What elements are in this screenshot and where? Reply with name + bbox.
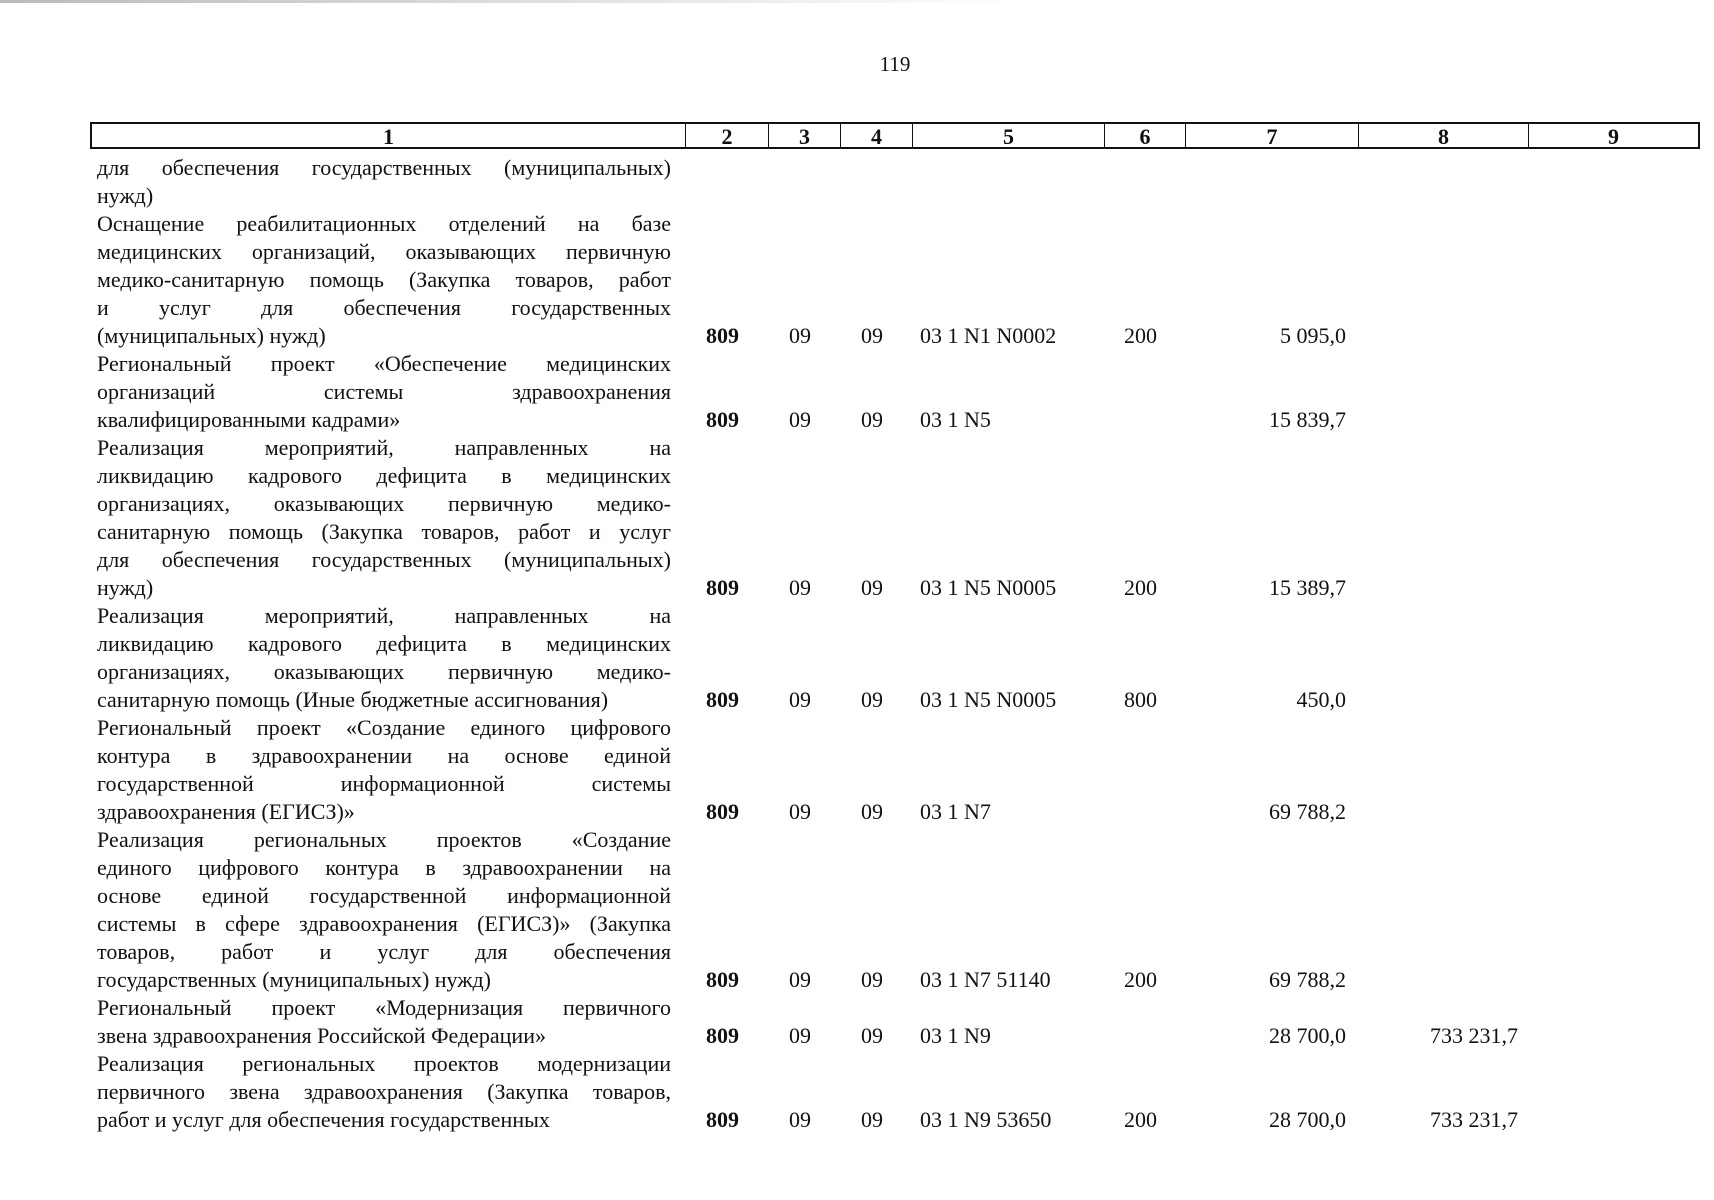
cell-col-3: 09 [789,687,811,712]
description-line: для обеспечения государственных (муниципальных) [97,155,671,180]
description-line: организациях, оказывающих первичную медико- [97,659,671,684]
cell-col-5: 03 1 N9 [920,1023,991,1048]
cell-col-7: 69 788,2 [1269,967,1346,992]
cell-col-3: 09 [789,407,811,432]
cell-col-8: 733 231,7 [1430,1023,1518,1048]
description-line: санитарную помощь (Иные бюджетные ассигнования) [97,687,609,712]
description-line: единого цифрового контура в здравоохранении на [97,855,671,880]
description-line: основе единой государственной информационной [97,883,671,908]
cell-col-3: 09 [789,323,811,348]
column-header-7: 7 [1186,124,1359,147]
description-line: (муниципальных) нужд) [97,323,326,348]
cell-col-7: 15 389,7 [1269,575,1346,600]
description-line: государственной информационной системы [97,771,671,796]
cell-col-6: 200 [1124,1107,1157,1132]
cell-col-3: 09 [789,575,811,600]
cell-col-2: 809 [706,687,739,712]
cell-col-4: 09 [861,687,883,712]
description-line: квалифицированными кадрами» [97,407,401,432]
description-line: санитарную помощь (Закупка товаров, работ и услуг [97,519,671,544]
description-line: здравоохранения (ЕГИСЗ)» [97,799,355,824]
cell-col-7: 28 700,0 [1269,1107,1346,1132]
description-line: товаров, работ и услуг для обеспечения [97,939,671,964]
cell-col-7: 69 788,2 [1269,799,1346,824]
description-line: ликвидацию кадрового дефицита в медицинских [97,631,671,656]
row-description [97,826,671,994]
cell-col-2: 809 [706,1107,739,1132]
column-header-5: 5 [913,124,1105,147]
description-line: организаций системы здравоохранения [97,379,671,404]
cell-col-2: 809 [706,1023,739,1048]
description-line: Реализация мероприятий, направленных на [97,435,671,460]
cell-col-4: 09 [861,407,883,432]
description-line: Оснащение реабилитационных отделений на базе [97,211,671,236]
column-header-8: 8 [1359,124,1529,147]
description-line: медицинских организаций, оказывающих первичную [97,239,671,264]
row-description [97,350,671,434]
description-line: Реализация региональных проектов модернизации [97,1051,671,1076]
page-number: 119 [879,52,911,76]
cell-col-4: 09 [861,1107,883,1132]
description-line: нужд) [97,183,154,208]
row-description [97,994,671,1050]
row-description [97,1050,671,1134]
row-description [97,434,671,602]
column-header-9: 9 [1608,124,1619,149]
cell-col-4: 09 [861,575,883,600]
cell-col-3: 09 [789,967,811,992]
description-line: Реализация мероприятий, направленных на [97,603,671,628]
cell-col-7: 450,0 [1296,687,1346,712]
cell-col-3: 09 [789,1023,811,1048]
cell-col-6: 200 [1124,575,1157,600]
description-line: организациях, оказывающих первичную медико- [97,491,671,516]
row-description [97,154,671,210]
cell-col-2: 809 [706,575,739,600]
cell-col-5: 03 1 N5 N0005 [920,687,1057,712]
description-line: Реализация региональных проектов «Создание [97,827,671,852]
cell-col-2: 809 [706,323,739,348]
table-header [90,122,1700,149]
cell-col-3: 09 [789,799,811,824]
cell-col-2: 809 [706,407,739,432]
cell-col-2: 809 [706,799,739,824]
description-line: звена здравоохранения Российской Федерации» [97,1023,546,1048]
description-line: Региональный проект «Обеспечение медицинских [97,351,671,376]
scan-edge [0,0,1714,3]
row-description [97,602,671,714]
cell-col-4: 09 [861,967,883,992]
cell-col-7: 28 700,0 [1269,1023,1346,1048]
column-header-6: 6 [1105,124,1186,147]
description-line: и услуг для обеспечения государственных [97,295,671,320]
cell-col-6: 800 [1124,687,1157,712]
cell-col-2: 809 [706,967,739,992]
description-line: первичного звена здравоохранения (Закупка товаров, [97,1079,671,1104]
cell-col-5: 03 1 N5 N0005 [920,575,1057,600]
description-line: Региональный проект «Модернизация первичного [97,995,671,1020]
description-line: работ и услуг для обеспечения государственных [97,1107,550,1132]
cell-col-4: 09 [861,323,883,348]
cell-col-4: 09 [861,1023,883,1048]
description-line: Региональный проект «Создание единого цифрового [97,715,671,740]
cell-col-5: 03 1 N1 N0002 [920,323,1057,348]
column-header-2: 2 [686,124,769,147]
cell-col-4: 09 [861,799,883,824]
description-line: контура в здравоохранении на основе единой [97,743,671,768]
cell-col-7: 15 839,7 [1269,407,1346,432]
column-header-1: 1 [92,124,686,147]
cell-col-7: 5 095,0 [1280,323,1346,348]
description-line: системы в сфере здравоохранения (ЕГИСЗ)» (Закупка [97,911,671,936]
cell-col-6: 200 [1124,967,1157,992]
cell-col-8: 733 231,7 [1430,1107,1518,1132]
cell-col-3: 09 [789,1107,811,1132]
cell-col-5: 03 1 N7 [920,799,991,824]
description-line: государственных (муниципальных) нужд) [97,967,491,992]
row-description [97,714,671,826]
description-line: нужд) [97,575,154,600]
description-line: ликвидацию кадрового дефицита в медицинских [97,463,671,488]
cell-col-5: 03 1 N9 53650 [920,1107,1052,1132]
column-header-3: 3 [769,124,841,147]
column-header-4: 4 [841,124,913,147]
cell-col-5: 03 1 N7 51140 [920,967,1051,992]
cell-col-5: 03 1 N5 [920,407,991,432]
row-description [97,210,671,350]
description-line: для обеспечения государственных (муниципальных) [97,547,671,572]
cell-col-6: 200 [1124,323,1157,348]
description-line: медико-санитарную помощь (Закупка товаров, работ [97,267,671,292]
